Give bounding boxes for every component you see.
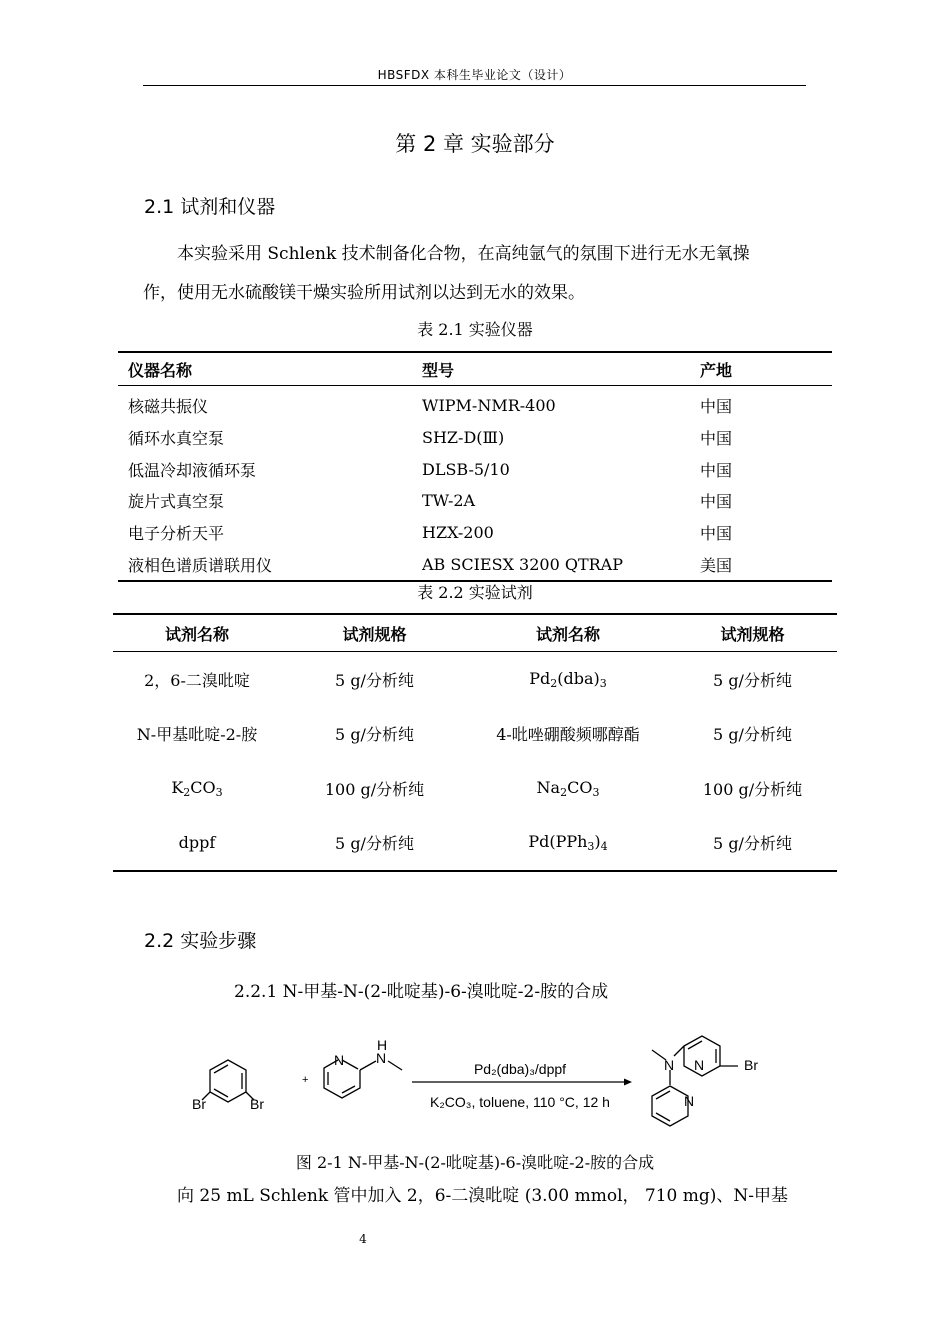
table-cell: 旋片式真空泵 xyxy=(128,492,225,512)
atom-label: N xyxy=(334,1052,345,1068)
figure1-caption: 图 2-1 N-甲基-N-(2-吡啶基)-6-溴吡啶-2-胺的合成 xyxy=(295,1153,655,1172)
table-cell: 2，6-二溴吡啶 xyxy=(144,670,250,690)
table-cell: $Pd_2(dba)_3$ xyxy=(529,668,607,690)
table-row xyxy=(118,485,832,517)
table-row xyxy=(118,517,832,549)
chapter-title: 第 2 章 实验部分 xyxy=(395,132,555,156)
table-cell: 核磁共振仪 xyxy=(128,397,209,417)
instrument-table xyxy=(118,351,832,582)
table-cell: 循环水真空泵 xyxy=(128,429,225,449)
table-cell: DLSB-5/10 xyxy=(422,459,510,479)
table1-caption: 表 2.1 实验仪器 xyxy=(417,320,533,339)
table-cell: N-甲基吡啶-2-胺 xyxy=(136,725,258,745)
column-header: 试剂名称 xyxy=(468,614,668,652)
atom-label: Br xyxy=(744,1057,758,1073)
table-row xyxy=(118,386,832,422)
column-header: 仪器名称 xyxy=(118,352,412,386)
table-cell: 4-吡唑硼酸频哪醇酯 xyxy=(496,725,640,745)
table-cell: 中国 xyxy=(700,429,733,449)
table-cell: $K_2CO_3$ xyxy=(171,777,223,799)
table-cell: 5 g/分析纯 xyxy=(713,725,792,745)
running-header: HBSFDX 本科生毕业论文（设计） xyxy=(377,68,572,82)
table-cell: 美国 xyxy=(700,555,733,575)
table-cell: 低温冷却液循环泵 xyxy=(128,460,257,480)
table-cell: dppf xyxy=(178,833,216,853)
table-cell: 中国 xyxy=(700,397,733,417)
table-cell: 液相色谱质谱联用仪 xyxy=(128,555,273,575)
column-header: 产地 xyxy=(690,352,832,386)
table-row xyxy=(113,761,837,816)
table-cell: 5 g/分析纯 xyxy=(335,670,414,690)
atom-label: N xyxy=(684,1093,695,1109)
table-cell: $Pd(PPh_3)_4$ xyxy=(528,832,608,854)
table-cell: 5 g/分析纯 xyxy=(713,834,792,854)
table-row xyxy=(113,707,837,762)
atom-label: H xyxy=(377,1037,388,1053)
table-row xyxy=(118,453,832,485)
section-heading-2-2: 2.2 实验步骤 xyxy=(144,930,257,952)
table2-caption: 表 2.2 实验试剂 xyxy=(417,583,533,602)
product-structure xyxy=(652,1036,738,1126)
table-cell: HZX-200 xyxy=(422,523,494,543)
plus-sign: + xyxy=(302,1074,309,1086)
reaction-scheme xyxy=(180,1030,780,1142)
table-cell: AB SCIESX 3200 QTRAP xyxy=(422,554,623,574)
reagent-table xyxy=(113,613,837,872)
table-cell: TW-2A xyxy=(422,491,476,511)
table-cell: $Na_2CO_3$ xyxy=(536,777,600,799)
table-header-row xyxy=(118,352,832,386)
header-rule xyxy=(143,85,806,86)
column-header: 型号 xyxy=(412,352,690,386)
subsection-heading-2-2-1: 2.2.1 N-甲基-N-(2-吡啶基)-6-溴吡啶-2-胺的合成 xyxy=(234,982,609,1002)
table-cell: 100 g/分析纯 xyxy=(702,779,803,799)
paragraph-line-1: 本实验采用 Schlenk 技术制备化合物，在高纯氩气的氛围下进行无水无氧操 xyxy=(177,244,750,264)
reagent-label-top: Pd₂(dba)₃/dppf xyxy=(473,1061,567,1077)
table-cell: 中国 xyxy=(700,460,733,480)
paragraph-line-3: 向 25 mL Schlenk 管中加入 2，6-二溴吡啶 (3.00 mmol， 710 mg)、N-甲基 xyxy=(177,1186,789,1206)
atom-label: N xyxy=(664,1057,675,1073)
table-header-row xyxy=(113,614,837,652)
table-cell: 5 g/分析纯 xyxy=(713,670,792,690)
page-number: 4 xyxy=(359,1232,367,1246)
table-cell: 5 g/分析纯 xyxy=(335,834,414,854)
table-cell: 5 g/分析纯 xyxy=(335,725,414,745)
table-cell: 100 g/分析纯 xyxy=(324,779,425,799)
atom-label: Br xyxy=(250,1096,264,1112)
atom-label: N xyxy=(376,1050,387,1066)
dibromobenzene-structure xyxy=(202,1060,254,1102)
table-cell: 中国 xyxy=(700,524,733,544)
atom-label: Br xyxy=(192,1096,206,1112)
reagent-label-bottom: K₂CO₃, toluene, 110 °C, 12 h xyxy=(430,1094,610,1110)
column-header: 试剂规格 xyxy=(281,614,468,652)
atom-label: N xyxy=(694,1057,705,1073)
paragraph-line-2: 作，使用无水硫酸镁干燥实验所用试剂以达到无水的效果。 xyxy=(143,283,585,303)
table-cell: 中国 xyxy=(700,492,733,512)
table-cell: SHZ-D(Ⅲ) xyxy=(422,428,505,448)
table-row xyxy=(113,816,837,872)
table-row xyxy=(118,548,832,581)
reaction-arrow xyxy=(412,1079,632,1086)
table-row xyxy=(113,652,837,707)
column-header: 试剂名称 xyxy=(113,614,281,652)
table-cell: WIPM-NMR-400 xyxy=(422,396,556,416)
column-header: 试剂规格 xyxy=(668,614,837,652)
section-heading-2-1: 2.1 试剂和仪器 xyxy=(144,196,276,218)
table-cell: 电子分析天平 xyxy=(128,524,225,544)
table-row xyxy=(118,422,832,454)
